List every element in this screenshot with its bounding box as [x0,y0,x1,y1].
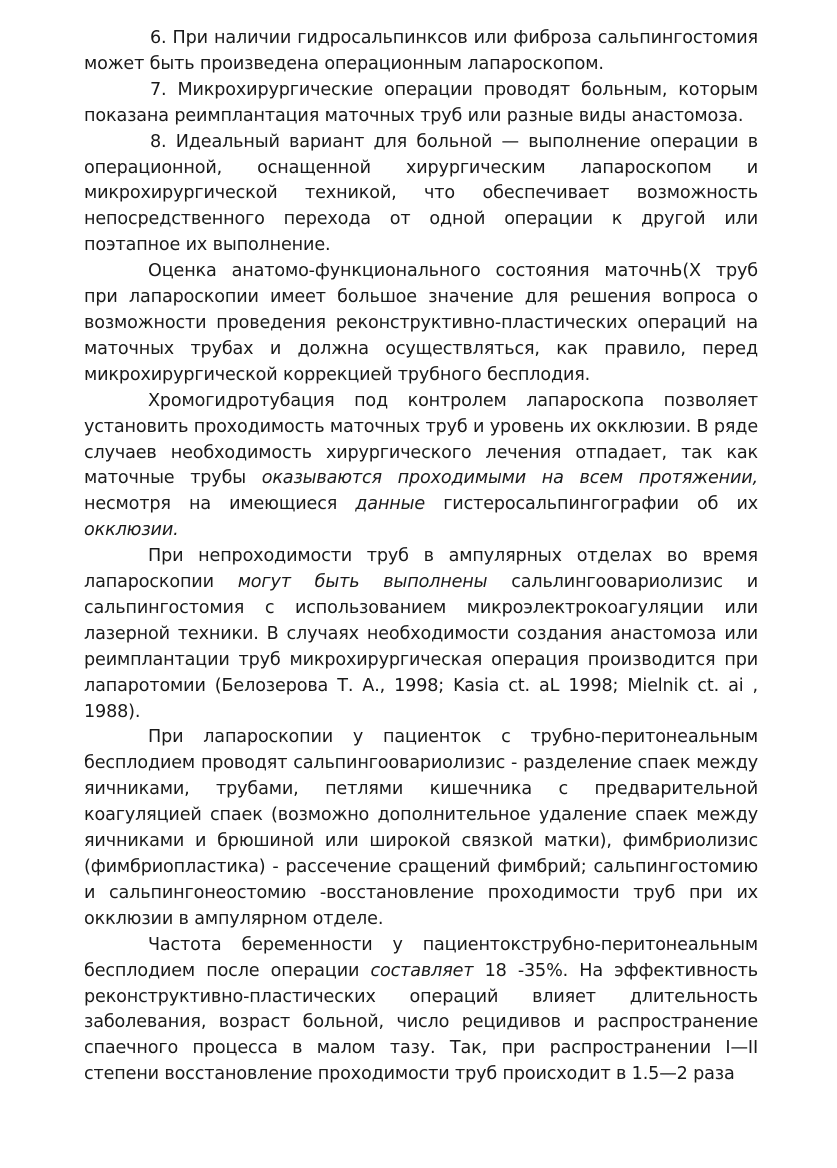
paragraph-chromohydrotubation [84,389,758,544]
paragraph-text: Частота беременности у пациентокструбно-перитонеальным бесплодием после операции [84,934,758,981]
list-item-8 [84,130,758,260]
paragraph-text: Хромогидротубация под контролем лапароскопа позволяет установить проходимость маточных труб и уровень их окклюзии. В ряде случаев необходимость хирургического лечения отпадает, так как маточные трубы [84,390,758,489]
paragraph-text: При непроходимости труб в ампулярных отделах во время лапароскопии [84,546,758,593]
italic-text: могут быть выполнены [237,572,488,593]
italic-text: окклюзии. [84,520,179,541]
paragraph-text: несмотря на имеющиеся [84,494,356,515]
paragraph-text: 7. Микрохирургические операции проводят больным, которым показана реимплантация маточных труб или разные виды анастомоза. [84,79,758,126]
paragraph-text: сальлингоовариолизис и сальпингостомия с использованием микроэлектрокоагуляции или лазерной техники. В случаях необходимости создания анастомоза или реимплантации труб микрохирургическая операция производится при лапаротомии (Белозерова Т. А., 1998; Kasia ct. aL 1998; Mielnik ct. ai , 1988). [84,572,758,722]
italic-text: оказываются проходимыми на всем протяжении, [261,468,758,489]
paragraph-assessment [84,259,758,389]
paragraph-text: гистеросальпингографии об их [425,494,758,515]
paragraph-text: 8. Идеальный вариант для больной — выполнение операции в операционной, оснащенной хирургическим лапароскопом и микрохирургической техникой, что обеспечивает возможность непосредственного перехода от одной операции к другой или поэтапное их выполнение. [84,131,758,256]
list-item-6 [84,26,758,78]
paragraph-text: 6. При наличии гидросальпинксов или фиброза сальпингостомия может быть произведена операционным лапароскопом. [84,28,758,74]
paragraph-text: При лапароскопии у пациенток с трубно-перитонеальным бесплодием проводят сальпингоовариолизис - разделение спаек между яичниками, трубами, петлями кишечника с предварительной коагуляцией спаек (возможно дополнительное удаление спаек между яичниками и брюшиной или широкой связкой матки), фимбриолизис (фимбриопластика) - рассечение сращений фимбрий; сальпингостомию и сальпингонеостомию -восстановление проходимости труб при их окклюзии в ампулярном отделе. [84,727,758,929]
italic-text: данные [355,494,426,515]
italic-text: составляет [370,960,474,981]
list-item-7 [84,78,758,130]
paragraph-text: 18 -35%. На эффективность реконструктивно-пластических операций влияет длительность заболевания, возраст больной, число рецидивов и распространение спаечного процесса в малом тазу. Так, при распространении I—II степени восстановление проходимости труб происходит в 1.5—2 раза [84,960,758,1085]
document-page [84,26,758,1088]
paragraph-ampullary-obstruction [84,544,758,725]
paragraph-pregnancy-rate [84,933,758,1088]
paragraph-tubo-peritoneal [84,725,758,932]
paragraph-text: Оценка анатомо-функционального состояния маточнЬ(Х труб при лапароскопии имеет большое значение для решения вопроса о возможности проведения реконструктивно-пластических операций на маточных трубах и должна осуществляться, как правило, перед микрохирургической коррекцией трубного бесплодия. [84,261,758,385]
